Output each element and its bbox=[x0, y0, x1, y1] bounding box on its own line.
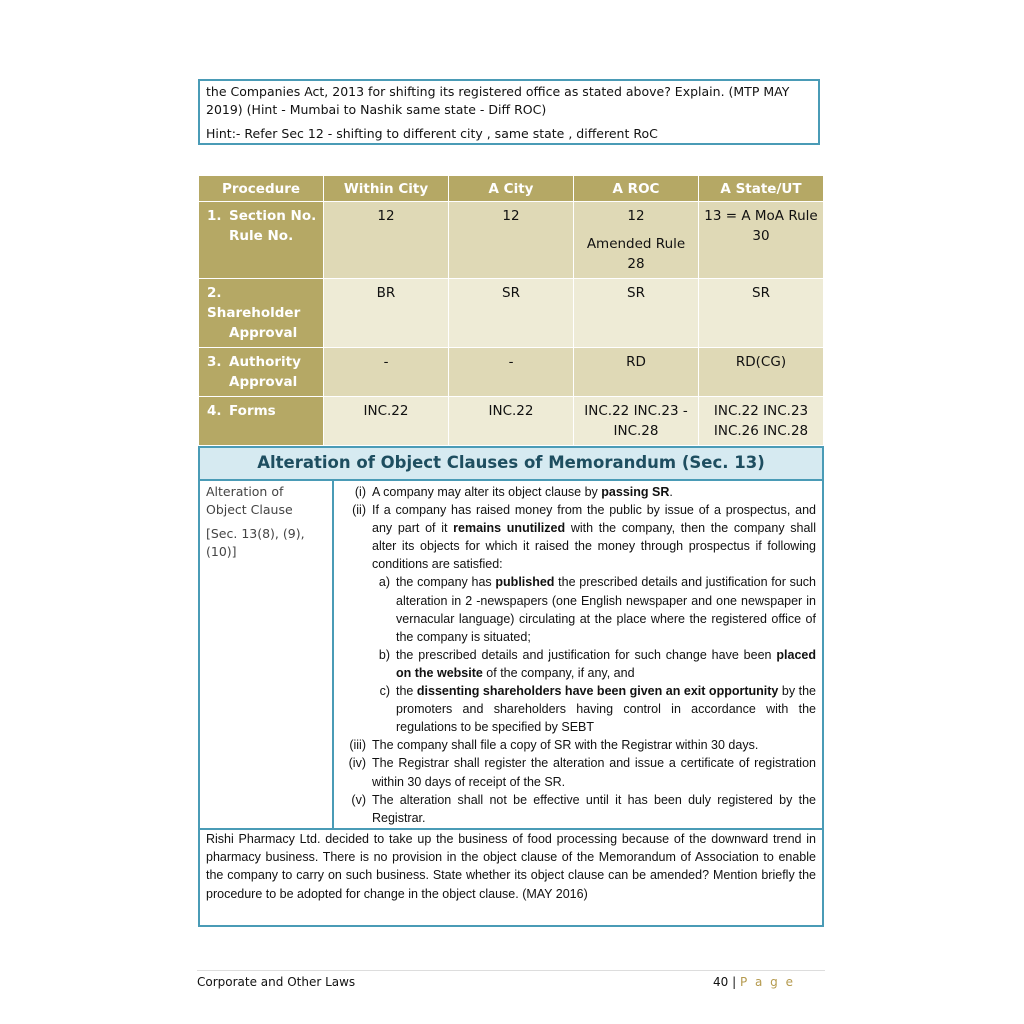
table-cell: INC.22 INC.23 INC.26 INC.28 bbox=[699, 397, 824, 446]
alteration-label: Alteration of Object Clause bbox=[206, 484, 293, 517]
header-procedure: Procedure bbox=[199, 176, 324, 202]
table-row bbox=[199, 397, 824, 446]
section-title: Alteration of Object Clauses of Memorandum (Sec. 13) bbox=[200, 448, 822, 481]
table-cell: 12 bbox=[324, 202, 449, 279]
section-reference: [Sec. 13(8), (9), (10)] bbox=[206, 526, 305, 559]
table-cell: 13 = A MoA Rule 30 bbox=[699, 202, 824, 279]
table-cell: 12 bbox=[449, 202, 574, 279]
sub-list-item: b) the prescribed details and justification for such change have been placed on the website of the company, if any, and bbox=[378, 647, 816, 680]
list-item: (ii) If a company has raised money from the public by issue of a prospectus, and any part of it remains unutilized with the company, then the company shall alter its objects for which it raised the money through prospectus if following conditions are satisfied: a) the company has published the prescribed details and justification for such alteration in 2 -newspapers (one English newspaper and one newspaper in vernacular language) circulating at the place where the registered office of the company is situated; b) the prescribed details and justification for such change have been placed on the website of the company, if any, and c) the dissenting shareholders have been given an exit opportunity by the promoters and shareholders having control in accordance with the regulations to be specified by SEBT bbox=[340, 501, 816, 736]
procedure-table bbox=[198, 175, 824, 446]
alteration-label-column bbox=[200, 481, 334, 828]
table-header-row bbox=[199, 176, 824, 202]
page-number: 40 | P a g e bbox=[712, 975, 795, 989]
table-cell: SR bbox=[449, 279, 574, 348]
row-label: 2.Shareholder Approval bbox=[199, 279, 324, 348]
row-label: 4. Forms bbox=[199, 397, 324, 446]
sub-list-item: c) the dissenting shareholders have been given an exit opportunity by the promoters and shareholders having control in accordance with the regulations to be specified by SEBT bbox=[379, 684, 816, 735]
table-row bbox=[199, 279, 824, 348]
question-text: the Companies Act, 2013 for shifting its registered office as stated above? Explain. (MTP MAY 2019) (Hint - Mumbai to Nashik same state - Diff ROC) bbox=[206, 84, 790, 117]
sub-list-item: a) the company has published the prescribed details and justification for such alteration in 2 -newspapers (one English newspaper and one newspaper in vernacular language) circulating at the place where the registered office of the company is situated; bbox=[378, 575, 816, 644]
question-box bbox=[198, 79, 820, 145]
table-cell: 12 Amended Rule 28 bbox=[574, 202, 699, 279]
row-label: 1. Section No. Rule No. bbox=[199, 202, 324, 279]
table-cell: INC.22 bbox=[324, 397, 449, 446]
table-cell: INC.22 bbox=[449, 397, 574, 446]
case-question: Rishi Pharmacy Ltd. decided to take up the business of food processing because of the downward trend in pharmacy business. There is no provision in the object clause of the Memorandum of Association to enable the company to carry on such business. State whether its object clause can be amended? Mention briefly the procedure to be adopted for change in the object clause. (MAY 2016) bbox=[206, 832, 816, 901]
table-cell: RD(CG) bbox=[699, 348, 824, 397]
list-item: (iii) The company shall file a copy of SR with the Registrar within 30 days. bbox=[349, 738, 759, 753]
header-a-state-ut: A State/UT bbox=[699, 176, 824, 202]
table-cell: INC.22 INC.23 - INC.28 bbox=[574, 397, 699, 446]
header-within-city: Within City bbox=[324, 176, 449, 202]
alteration-body bbox=[200, 481, 822, 830]
table-cell: - bbox=[449, 348, 574, 397]
hint-text: Hint:- Refer Sec 12 - shifting to different city , same state , different RoC bbox=[206, 126, 658, 141]
header-a-roc: A ROC bbox=[574, 176, 699, 202]
list-item: (i) A company may alter its object clause by passing SR. bbox=[354, 485, 673, 499]
alteration-list bbox=[336, 481, 822, 827]
list-item: (iv) The Registrar shall register the alteration and issue a certificate of registration within 30 days of receipt of the SR. bbox=[348, 756, 816, 789]
page-footer bbox=[197, 970, 825, 993]
footer-title: Corporate and Other Laws bbox=[197, 975, 356, 989]
table-row bbox=[199, 202, 824, 279]
table-cell: - bbox=[324, 348, 449, 397]
table-cell: RD bbox=[574, 348, 699, 397]
table-cell: SR bbox=[699, 279, 824, 348]
alteration-box bbox=[198, 446, 824, 927]
table-row bbox=[199, 348, 824, 397]
row-label: 3. Authority Approval bbox=[199, 348, 324, 397]
table-cell: BR bbox=[324, 279, 449, 348]
list-item: (v) The alteration shall not be effective until it has been duly registered by the Registrar. bbox=[351, 792, 816, 825]
header-a-city: A City bbox=[449, 176, 574, 202]
table-cell: SR bbox=[574, 279, 699, 348]
